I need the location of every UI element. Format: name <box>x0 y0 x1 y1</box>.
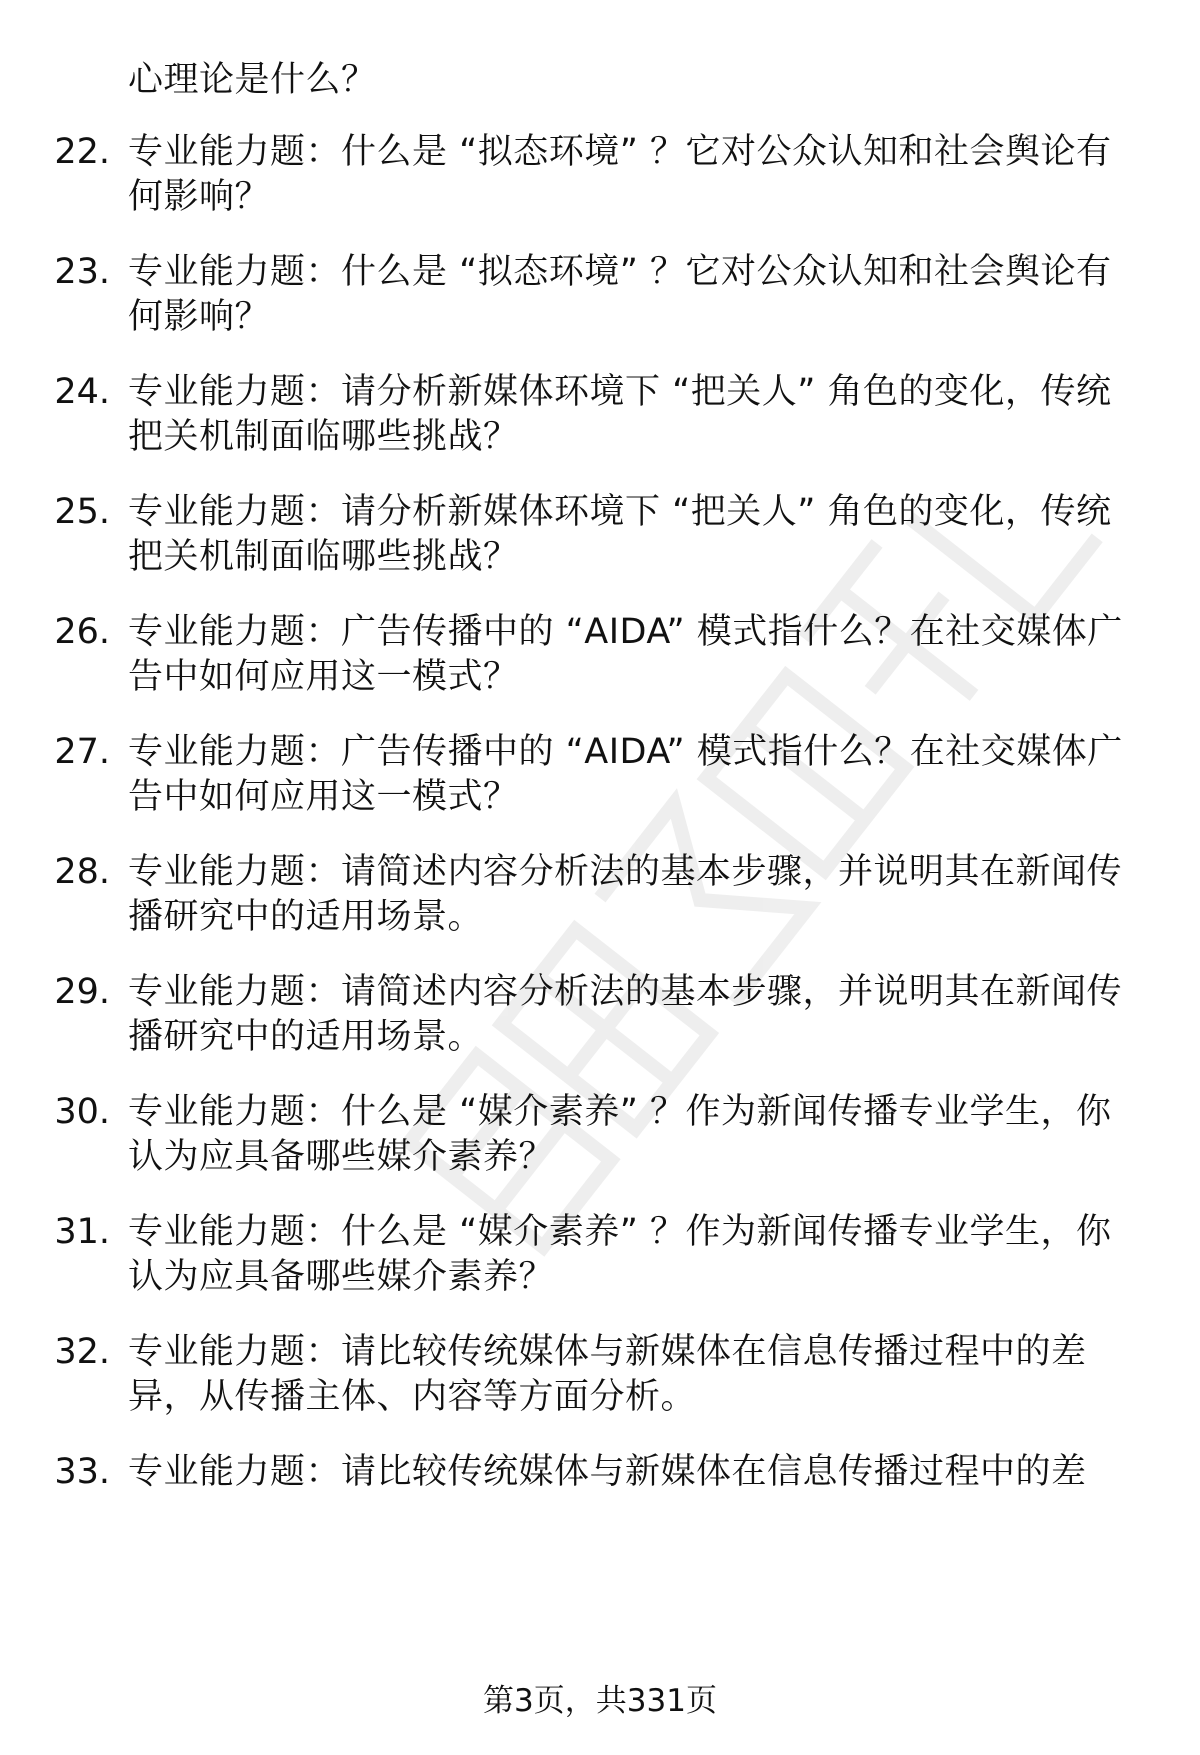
question-text-line: 播研究中的适用场景。 <box>128 1017 484 1057</box>
question-number: 25. <box>54 492 110 532</box>
question-text-line: 播研究中的适用场景。 <box>128 897 484 937</box>
continuation-line: 心理论是什么？ <box>128 60 377 100</box>
question-text-line: 专业能力题：广告传播中的 “AIDA” 模式指什么？在社交媒体广 <box>128 612 1123 652</box>
question-text-line: 专业能力题：广告传播中的 “AIDA” 模式指什么？在社交媒体广 <box>128 732 1123 772</box>
question-text-line: 认为应具备哪些媒介素养？ <box>128 1257 555 1297</box>
question-text-line: 专业能力题：请分析新媒体环境下 “把关人” 角色的变化，传统 <box>128 372 1112 412</box>
question-number: 29. <box>54 972 110 1012</box>
question-text-line: 专业能力题：请比较传统媒体与新媒体在信息传播过程中的差 <box>128 1452 1087 1492</box>
question-number: 22. <box>54 132 110 172</box>
page-footer: 第3页，共331页 <box>483 1683 717 1719</box>
question-number: 27. <box>54 732 110 772</box>
question-text-line: 专业能力题：请比较传统媒体与新媒体在信息传播过程中的差 <box>128 1332 1087 1372</box>
question-text-line: 把关机制面临哪些挑战？ <box>128 417 519 457</box>
question-text-line: 异，从传播主体、内容等方面分析。 <box>128 1377 697 1417</box>
question-number: 26. <box>54 612 110 652</box>
question-number: 23. <box>54 252 110 292</box>
question-text-line: 专业能力题：请简述内容分析法的基本步骤，并说明其在新闻传 <box>128 852 1123 892</box>
question-text-line: 专业能力题：什么是 “媒介素养” ？作为新闻传播专业学生，你 <box>128 1092 1112 1132</box>
question-number: 24. <box>54 372 110 412</box>
question-text-line: 告中如何应用这一模式？ <box>128 777 519 817</box>
question-number: 30. <box>54 1092 110 1132</box>
question-text-line: 告中如何应用这一模式？ <box>128 657 519 697</box>
question-text-line: 把关机制面临哪些挑战？ <box>128 537 519 577</box>
question-text-line: 专业能力题：什么是 “拟态环境” ？它对公众认知和社会舆论有 <box>128 252 1112 292</box>
question-number: 28. <box>54 852 110 892</box>
question-text-line: 专业能力题：请分析新媒体环境下 “把关人” 角色的变化，传统 <box>128 492 1112 532</box>
question-number: 32. <box>54 1332 110 1372</box>
question-number: 31. <box>54 1212 110 1252</box>
question-text-line: 专业能力题：什么是 “拟态环境” ？它对公众认知和社会舆论有 <box>128 132 1112 172</box>
question-text-line: 专业能力题：请简述内容分析法的基本步骤，并说明其在新闻传 <box>128 972 1123 1012</box>
question-number: 33. <box>54 1452 110 1492</box>
question-text-line: 认为应具备哪些媒介素养？ <box>128 1137 555 1177</box>
question-text-line: 何影响？ <box>128 177 271 217</box>
question-text-line: 何影响？ <box>128 297 271 337</box>
question-text-line: 专业能力题：什么是 “媒介素养” ？作为新闻传播专业学生，你 <box>128 1212 1112 1252</box>
